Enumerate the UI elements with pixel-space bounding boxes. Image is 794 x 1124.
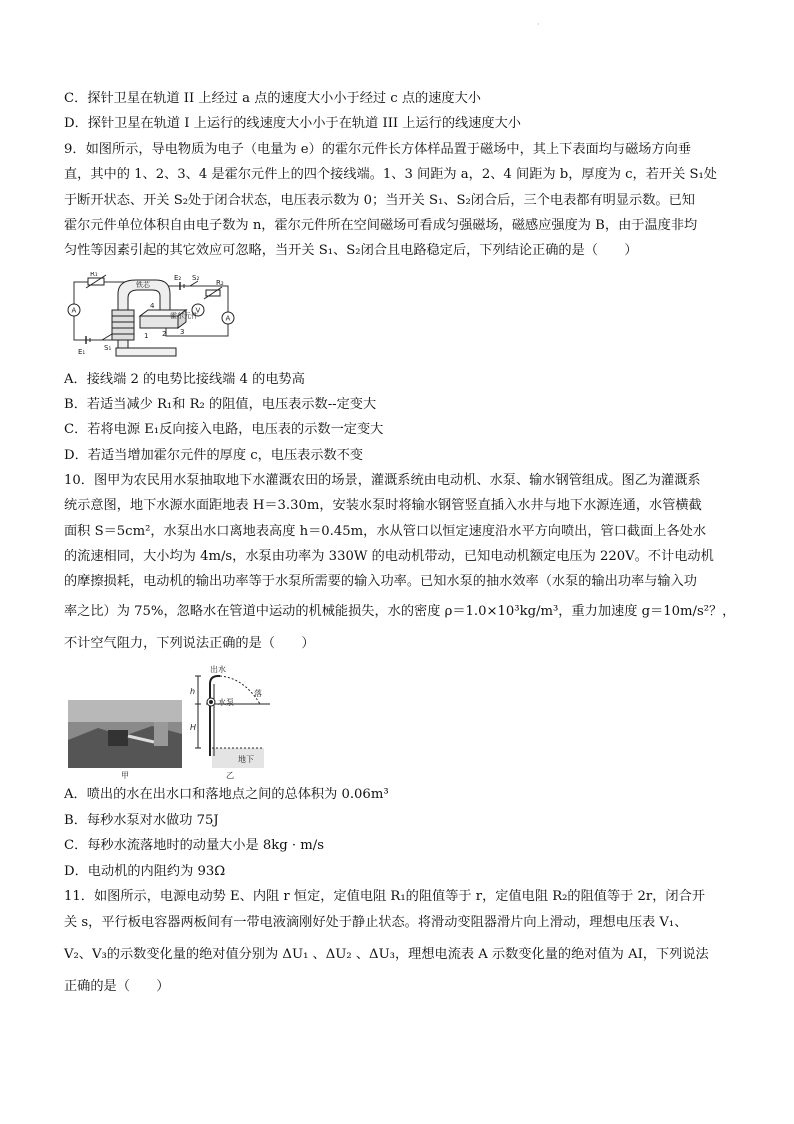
fig-label-underground: 地下 <box>238 755 254 764</box>
q9-stem-line-5: 匀性等因素引起的其它效应可忽略，当开关 S₁、S₂闭合且电路稳定后，下列结论正确的是（ ） <box>64 243 638 258</box>
q9-option-a: A．接线端 2 的电势比接线端 4 的电势高 <box>64 372 305 387</box>
q9-option-d: D．若适当增加霍尔元件的厚度 c，电压表示数不变 <box>64 448 364 463</box>
figure-yi-schematic <box>190 664 270 782</box>
q9-stem-line-4: 霍尔元件单位体积自由电子数为 n，霍尔元件所在空间磁场可看成匀强磁场，磁感应强度为 B，由于温度非均 <box>64 218 698 233</box>
q10-stem-line-3: 面积 S＝5cm²，水泵出水口离地表高度 h＝0.45m，水从管口以恒定速度沿水平方向喷出，管口截面上各处水 <box>64 524 707 539</box>
fig-label-terminal-4: 4 <box>150 302 155 310</box>
q10-stem-line-4: 的流速相同，大小均为 4m/s，水泵由功率为 330W 的电动机带动，已知电动机额定电压为 220V。不计电动机 <box>64 549 714 564</box>
fig-label-ammeter-right: A <box>225 314 231 323</box>
q10-stem-line-5: 的摩擦损耗，电动机的输出功率等于水泵所需要的输入功率。已知水泵的抽水效率（水泵的输出功率与输入功 <box>64 574 697 589</box>
fig-label-ammeter-left: A <box>71 306 77 315</box>
top-mark: · <box>537 20 540 29</box>
fig-label-fall: 落 <box>254 689 262 698</box>
fig-label-yi: 乙 <box>226 771 234 780</box>
q10-stem-line-1: 10．图甲为农民用水泵抽取地下水灌溉农田的场景，灌溉系统由电动机、水泵、输水钢管组成。图乙为灌溉系 <box>64 473 701 488</box>
coil-shape <box>112 310 134 340</box>
fig-label-r1: R₁ <box>90 272 98 278</box>
q10-option-a: A．喷出的水在出水口和落地点之间的总体积为 0.06m³ <box>64 787 389 802</box>
fig-label-e1: E₁ <box>78 348 86 356</box>
fig-label-terminal-2: 2 <box>162 330 167 338</box>
fig-label-pump: 水泵 <box>218 698 234 707</box>
q10-option-d: D．电动机的内阻约为 93Ω <box>64 864 226 879</box>
q10-stem-line-2: 统示意图，地下水源水面距地表 H＝3.30m，安装水泵时将输水钢管竖直插入水井与地下水源连通，水管横截 <box>64 498 702 513</box>
core-base <box>116 348 176 356</box>
q8-option-d: D．探针卫星在轨道 I 上运行的线速度大小小于在轨道 III 上运行的线速度大小 <box>64 116 521 131</box>
fig-label-core: 铁芯 <box>136 281 150 289</box>
q10-stem-line-7: 不计空气阻力，下列说法正确的是（ ） <box>64 636 315 651</box>
q10-option-b: B．每秒水泵对水做功 75J <box>64 813 219 828</box>
fig-label-h: h <box>190 687 196 696</box>
fig-label-terminal-1: 1 <box>144 332 149 340</box>
q11-stem-line-1: 11．如图所示，电源电动势 E、内阻 r 恒定，定值电阻 R₁的阻值等于 r，定值电阻 R₂的阻值等于 2r，闭合开 <box>64 889 705 904</box>
hall-element-circuit-figure <box>66 272 246 362</box>
q9-stem-line-1: 9．如图所示，导电物质为电子（电量为 e）的霍尔元件长方体样品置于磁场中，其上下表面均与磁场方向垂 <box>64 142 692 157</box>
fig-label-s2: S₂ <box>192 274 200 282</box>
q9-option-b: B．若适当减少 R₁和 R₂ 的阻值，电压表示数--定变大 <box>64 397 377 412</box>
q9-stem-line-2: 直，其中的 1、2、3、4 是霍尔元件上的四个接线端。1、3 间距为 a，2、4 间距为 b，厚度为 c，若开关 S₁处 <box>64 167 717 182</box>
fig-label-hall: 霍尔元件 <box>170 312 198 320</box>
q11-stem-line-3: V₂、V₃的示数变化量的绝对值分别为 ΔU₁ 、ΔU₂ 、ΔU₃，理想电流表 A 示数变化量的绝对值为 AI，下列说法 <box>64 947 709 962</box>
q9-stem-line-3: 于断开状态、开关 S₂处于闭合状态，电压表示数为 0；当开关 S₁、S₂闭合后，三个电表都有明显示数。已知 <box>64 193 695 208</box>
fig-label-outlet: 出水 <box>210 665 226 674</box>
fig-label-s1: S₁ <box>104 344 112 352</box>
fig-label-jia: 甲 <box>121 771 129 780</box>
q9-option-c: C．若将电源 E₁反向接入电路，电压表的示数一定变大 <box>64 422 384 437</box>
figure-jia-photo <box>68 700 182 780</box>
fig-label-H-big: H <box>190 723 197 732</box>
q10-stem-line-6: 率之比）为 75%，忽略水在管道中运动的机械能损失，水的密度 ρ＝1.0×10³kg/m³，重力加速度 g＝10m/s²？， <box>64 604 736 619</box>
fig-label-voltmeter: V <box>195 306 201 315</box>
q11-stem-line-4: 正确的是（ ） <box>64 979 170 994</box>
fig-label-e2: E₂ <box>174 274 182 282</box>
pump-machine-shape <box>108 730 128 746</box>
q8-option-c: C．探针卫星在轨道 II 上经过 a 点的速度大小小于经过 c 点的速度大小 <box>64 91 481 106</box>
q11-stem-line-2: 关 s，平行板电容器两板间有一带电液滴刚好处于静止状态。将滑动变阻器滑片向上滑动，理想电压表 V₁、 <box>64 915 688 930</box>
q10-option-c: C．每秒水流落地时的动量大小是 8kg · m/s <box>64 838 325 853</box>
fig-label-r2: R₂ <box>216 279 224 287</box>
fig-label-terminal-3: 3 <box>180 328 185 336</box>
